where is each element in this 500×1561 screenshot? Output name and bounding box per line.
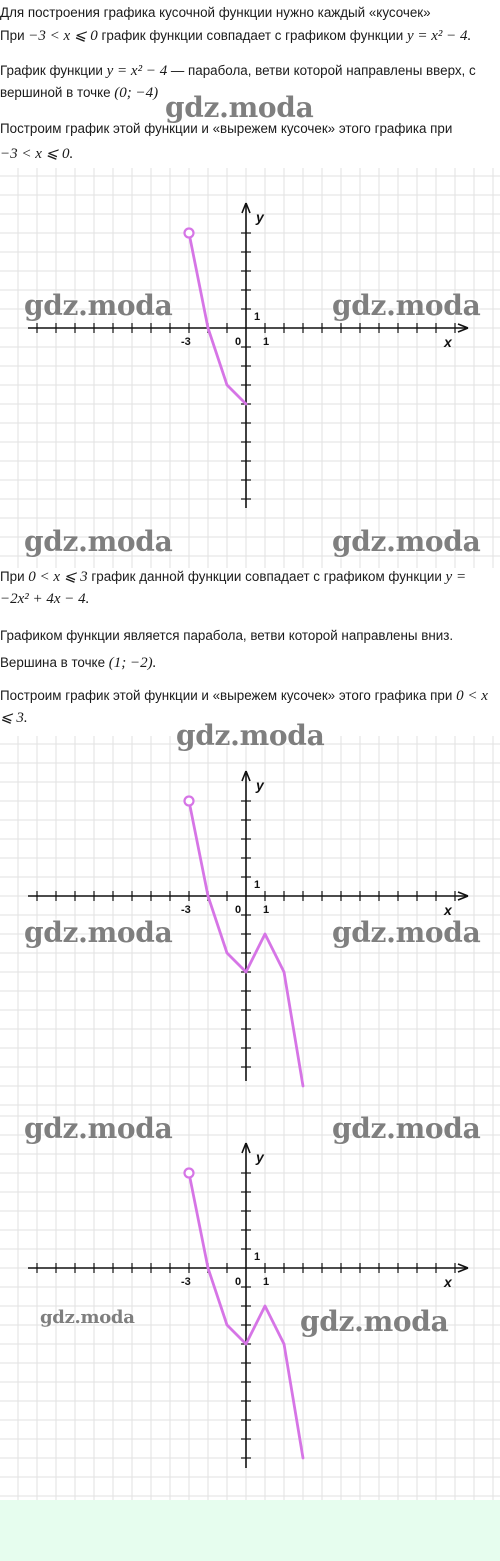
text-parabola1-mid: — парабола, ветви которой направлены вверх, с вершиной в точке [0, 63, 476, 100]
math-parabola1-vertex: (0; −4) [114, 85, 159, 101]
watermark: gdz.moda [332, 1112, 481, 1145]
text-build2-pre: Построим график этой функции и «вырежем кусочек» этого графика при [0, 688, 457, 703]
text-build1: Построим график этой функции и «вырежем кусочек» этого графика при [0, 121, 453, 136]
x-axis-label: x [444, 334, 452, 350]
math-build2-interval: 0 < x ⩽ 3. [0, 688, 488, 726]
curve-point [302, 1085, 304, 1087]
watermark: gdz.moda [332, 525, 481, 558]
graph-1-svg [0, 168, 500, 568]
grid [0, 1108, 500, 1500]
text-parabola2: Графиком функции является парабола, ветви которой направлены вниз. [0, 628, 454, 643]
watermark: gdz.moda [332, 289, 481, 322]
paragraph-vertex2 [0, 652, 156, 674]
unit-x-label: 1 [263, 904, 270, 916]
curve-point [207, 1267, 209, 1269]
curve-point [226, 952, 228, 954]
origin-label: 0 [235, 904, 242, 916]
graph-3 [0, 1108, 500, 1500]
unit-y-label: 1 [254, 311, 261, 323]
watermark: gdz.moda [24, 916, 173, 949]
math-vertex2: (1; −2). [108, 655, 157, 671]
watermark: gdz.moda [300, 1305, 449, 1338]
math-case1-interval: −3 < x ⩽ 0 [28, 28, 98, 44]
open-endpoint [185, 229, 194, 238]
paragraph-build1-math [0, 143, 73, 165]
unit-x-label: 1 [263, 1276, 270, 1288]
paragraph-intro [0, 2, 431, 23]
curve-point [264, 1305, 266, 1307]
math-build1-interval: −3 < x ⩽ 0. [0, 146, 74, 162]
grid [0, 168, 500, 568]
text-case2-mid: график данной функции совпадает с графиком функции [87, 569, 446, 584]
origin-label: 0 [235, 1276, 242, 1288]
unit-x-label: 1 [263, 336, 270, 348]
curve-point [245, 971, 247, 973]
math-case1-function: y = x² − 4. [406, 28, 472, 44]
curve-point [245, 403, 247, 405]
watermark: gdz.moda [165, 91, 314, 124]
text-intro: Для построения графика кусочной функции нужно каждый «кусочек» [0, 5, 431, 20]
y-axis-label: y [256, 209, 264, 225]
origin-label: 0 [235, 336, 242, 348]
watermark: gdz.moda [24, 525, 173, 558]
math-parabola1-function: y = x² − 4 [106, 63, 168, 79]
watermark: gdz.moda [332, 916, 481, 949]
curve-point [226, 384, 228, 386]
y-axis-label: y [256, 777, 264, 793]
text-case2-pre: При [0, 569, 29, 584]
y-axis-label: y [256, 1149, 264, 1165]
open-endpoint [185, 797, 194, 806]
curve-point [245, 1343, 247, 1345]
paragraph-parabola2 [0, 625, 453, 646]
curve-point [283, 1343, 285, 1345]
curve-piece-1 [189, 233, 246, 404]
minus-three-label: -3 [181, 336, 191, 348]
graph-3-svg [0, 1108, 500, 1500]
text-case1-mid: график функции совпадает с графиком функции [97, 28, 407, 43]
curve-point [226, 1324, 228, 1326]
curve-point [207, 895, 209, 897]
watermark: gdz.moda [24, 1112, 173, 1145]
minus-three-label: -3 [181, 1276, 191, 1288]
text-vertex2-pre: Вершина в точке [0, 655, 109, 670]
footer-band [0, 1500, 500, 1561]
math-case2-interval: 0 < x ⩽ 3 [28, 569, 88, 585]
paragraph-case1 [0, 25, 471, 47]
curve-point [302, 1457, 304, 1459]
graph-1 [0, 168, 500, 568]
watermark: gdz.moda [176, 719, 325, 752]
watermark: gdz.moda [24, 289, 173, 322]
curve-point [264, 933, 266, 935]
watermark: gdz.moda [40, 1307, 135, 1328]
x-axis-label: x [444, 902, 452, 918]
unit-y-label: 1 [254, 1251, 261, 1263]
unit-y-label: 1 [254, 879, 261, 891]
math-case2-function: y = −2x² + 4x − 4. [0, 569, 467, 607]
minus-three-label: -3 [181, 904, 191, 916]
text-parabola1-pre: График функции [0, 63, 107, 78]
curve-piece-1 [189, 801, 246, 972]
open-endpoint [185, 1169, 194, 1178]
x-axis-label: x [444, 1274, 452, 1290]
curve-piece-1 [189, 1173, 246, 1344]
text-case1-pre: При [0, 28, 29, 43]
paragraph-case2 [0, 566, 498, 610]
curve-point [207, 327, 209, 329]
curve-point [283, 971, 285, 973]
